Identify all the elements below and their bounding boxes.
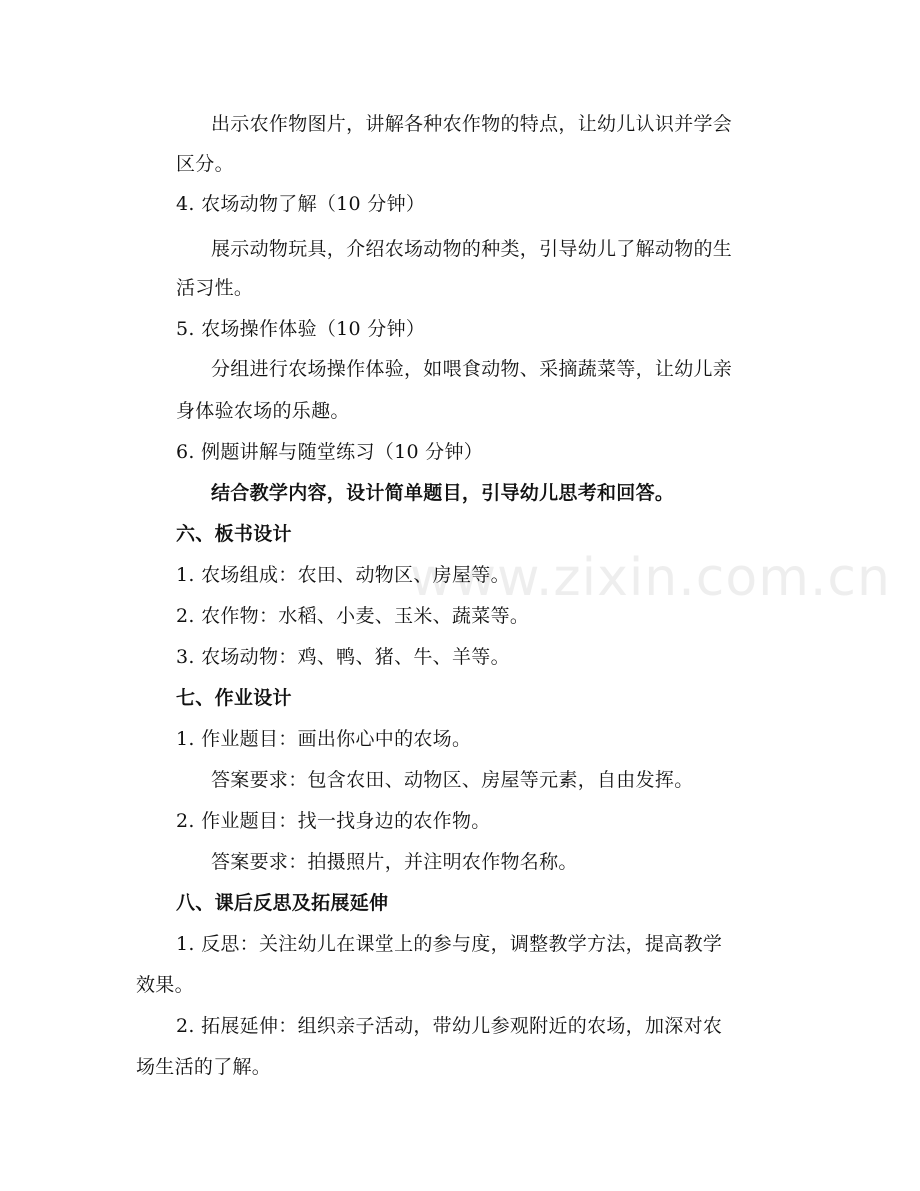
board-item-2: 2. 农作物：水稻、小麦、玉米、蔬菜等。 [176, 605, 530, 627]
reflection-line-1: 1. 反思：关注幼儿在课堂上的参与度，调整教学方法，提高教学 [176, 933, 723, 955]
homework-item-1: 1. 作业题目：画出你心中的农场。 [176, 728, 472, 750]
paragraph-exercise: 结合教学内容，设计简单题目，引导幼儿思考和回答。 [211, 482, 675, 504]
section-7-heading: 七、作业设计 [176, 687, 292, 709]
extension-line-2: 场生活的了解。 [136, 1056, 272, 1078]
paragraph-animals-line-1: 展示动物玩具，介绍农场动物的种类，引导幼儿了解动物的生 [211, 238, 733, 260]
board-item-1: 1. 农场组成：农田、动物区、房屋等。 [176, 564, 510, 586]
homework-answer-2: 答案要求：拍摄照片，并注明农作物名称。 [211, 851, 578, 873]
step-5-heading: 5. 农场操作体验（10 分钟） [176, 318, 426, 340]
extension-line-1: 2. 拓展延伸：组织亲子活动，带幼儿参观附近的农场，加深对农 [176, 1015, 723, 1037]
watermark: www.zixin.com.cn [410, 548, 891, 608]
reflection-line-2: 效果。 [136, 974, 194, 996]
paragraph-operation-line-2: 身体验农场的乐趣。 [176, 400, 350, 422]
paragraph-animals-line-2: 活习性。 [176, 277, 254, 299]
paragraph-crops-line-2: 区分。 [176, 153, 234, 175]
homework-item-2: 2. 作业题目：找一找身边的农作物。 [176, 810, 491, 832]
board-item-3: 3. 农场动物：鸡、鸭、猪、牛、羊等。 [176, 646, 510, 668]
step-6-heading: 6. 例题讲解与随堂练习（10 分钟） [176, 441, 484, 463]
section-6-heading: 六、板书设计 [176, 523, 292, 545]
paragraph-crops-line-1: 出示农作物图片，讲解各种农作物的特点，让幼儿认识并学会 [211, 113, 733, 135]
homework-answer-1: 答案要求：包含农田、动物区、房屋等元素，自由发挥。 [211, 769, 694, 791]
step-4-heading: 4. 农场动物了解（10 分钟） [176, 193, 426, 215]
section-8-heading: 八、课后反思及拓展延伸 [176, 892, 389, 914]
paragraph-operation-line-1: 分组进行农场操作体验，如喂食动物、采摘蔬菜等，让幼儿亲 [211, 358, 733, 380]
